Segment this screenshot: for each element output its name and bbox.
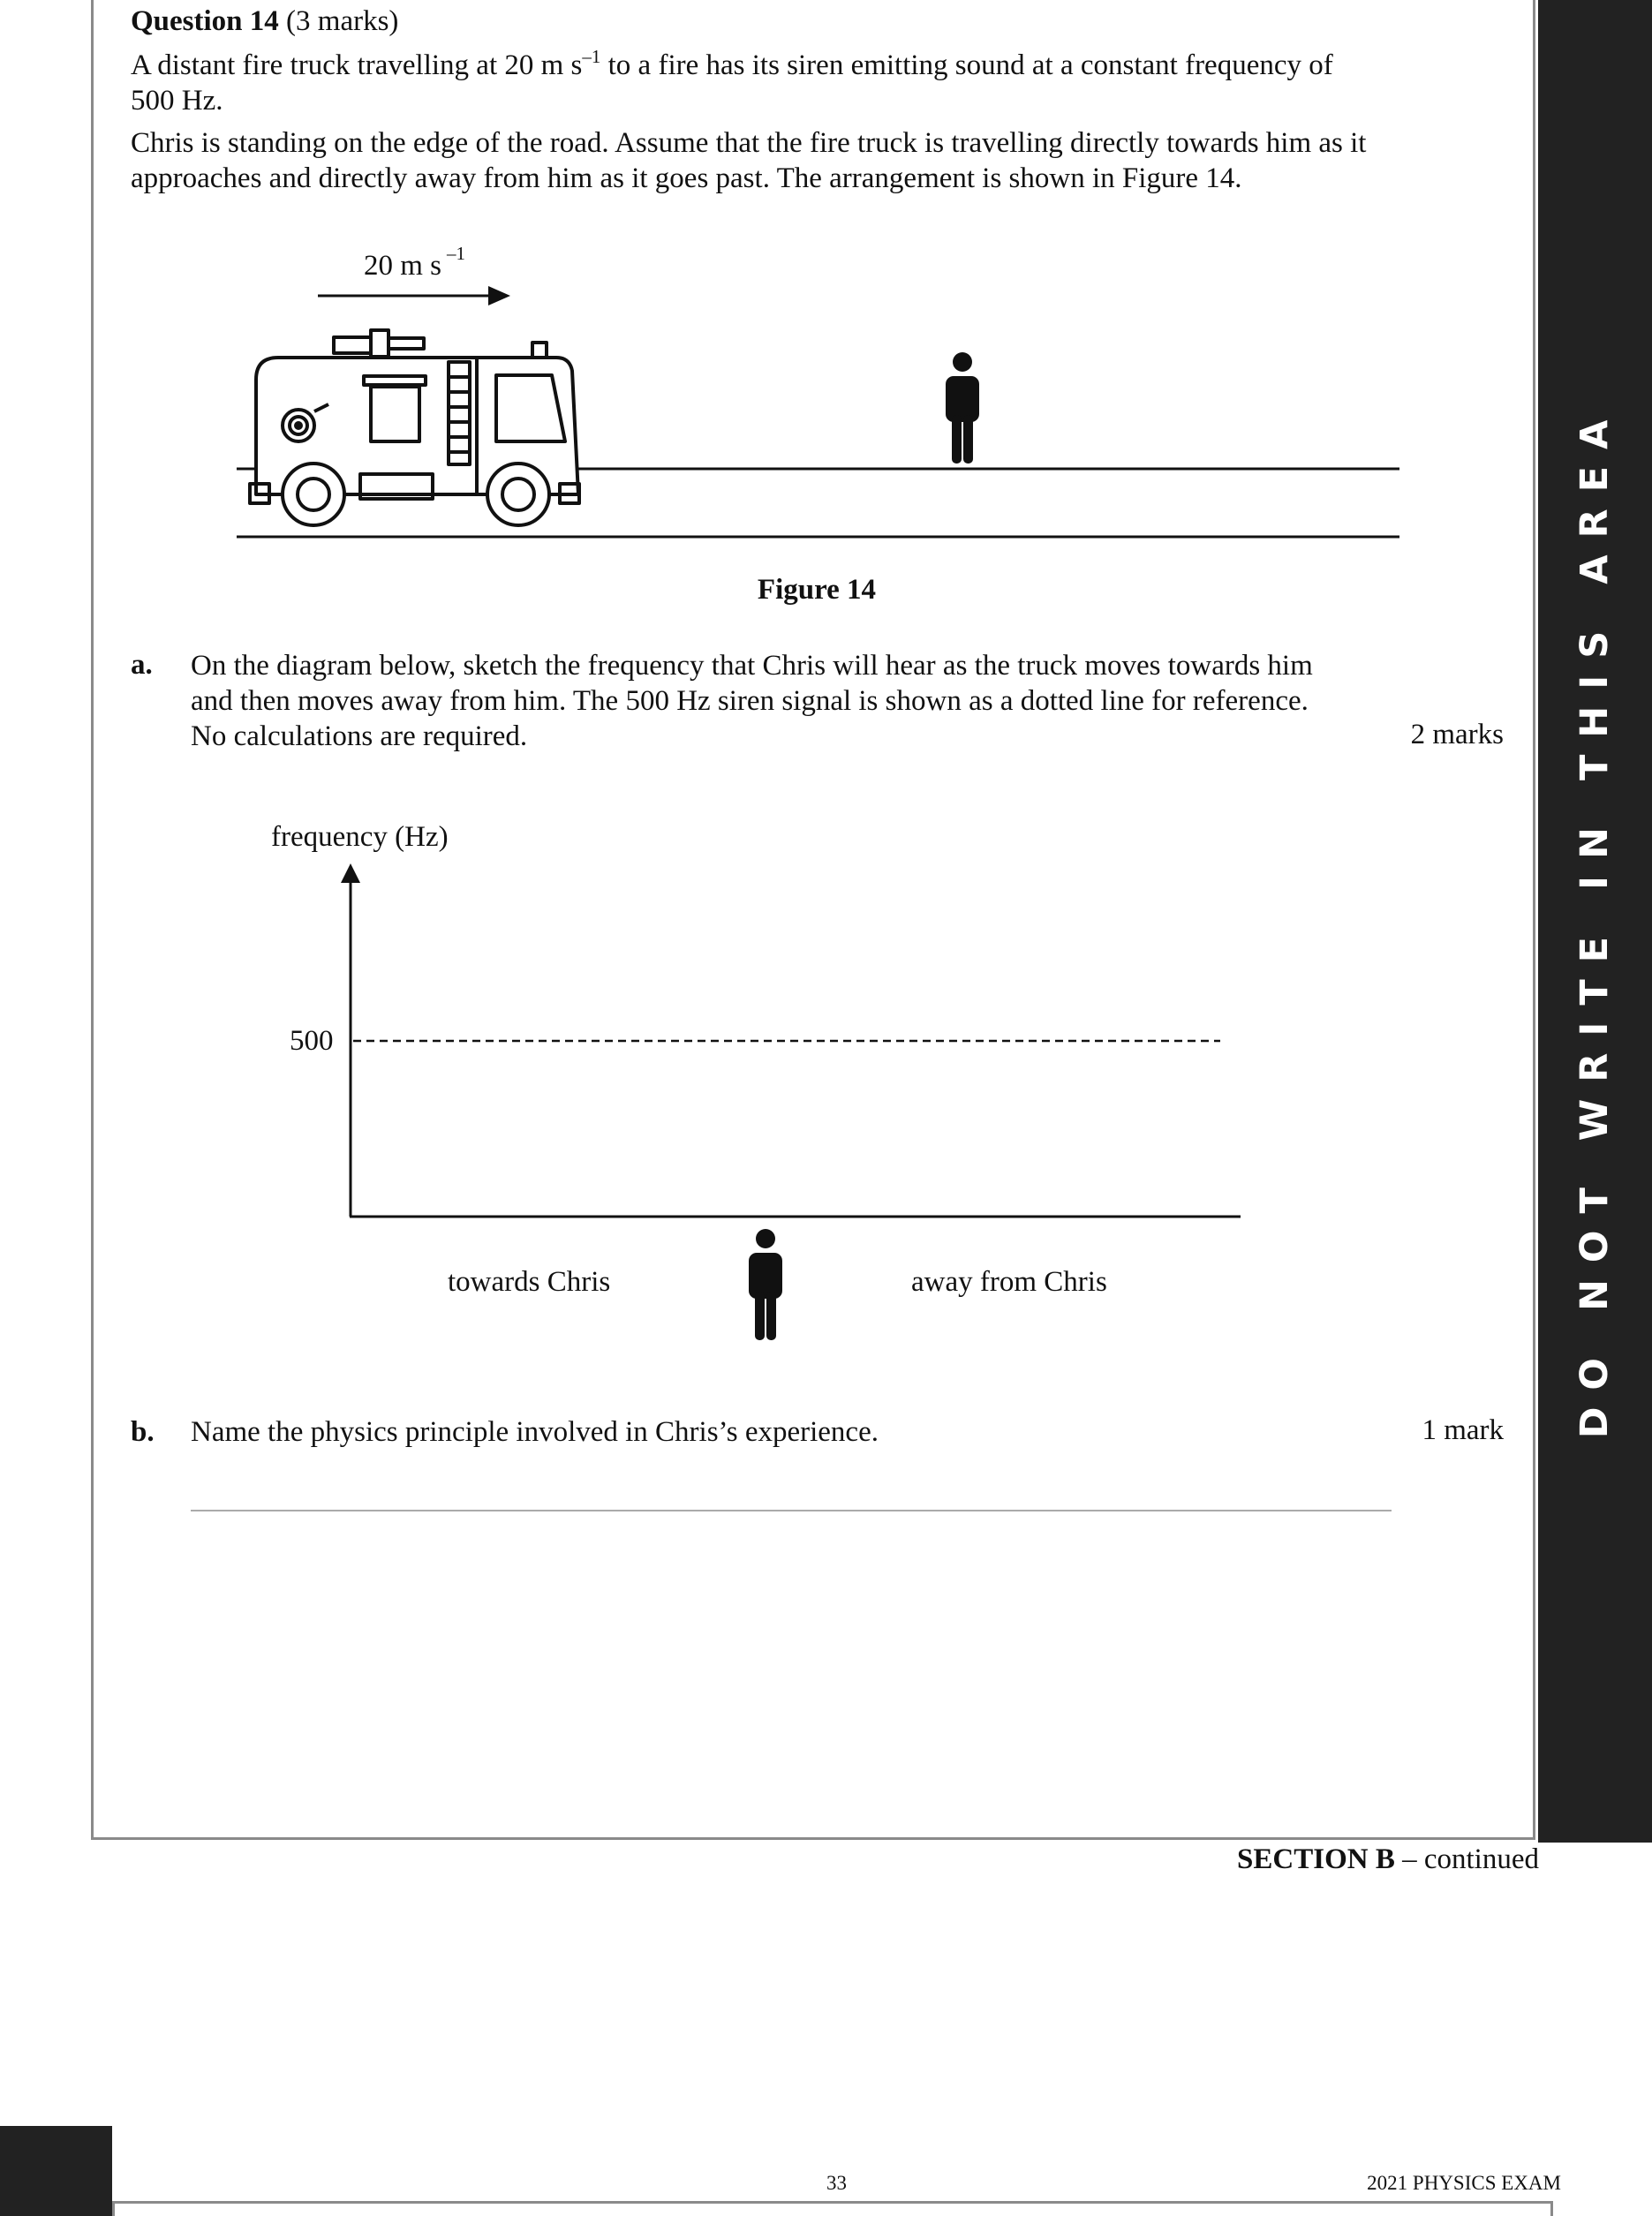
reference-value-label: 500 [290, 1025, 334, 1057]
away-label: away from Chris [911, 1266, 1107, 1298]
section-continued [1237, 1843, 1539, 1876]
part-a-line-3: No calculations are required. [191, 720, 528, 752]
frequency-graph [341, 863, 1241, 1217]
setup-text-2: approaches and directly away from him as it goes past. The arrangement is shown in Figure 14. [131, 162, 1242, 194]
person-icon [946, 352, 979, 464]
part-b-question: Name the physics principle involved in Chris’s experience. [191, 1416, 879, 1448]
part-a-line-2: and then moves away from him. The 500 Hz siren signal is shown as a dotted line for reference. [191, 685, 1309, 717]
velocity-arrow [318, 286, 510, 305]
figure-caption: Figure 14 [757, 574, 877, 606]
speed-exponent: –1 [447, 243, 465, 264]
continued-text: – continued [1394, 1843, 1539, 1875]
setup-text-1: Chris is standing on the edge of the road. Assume that the fire truck is travelling directly towards him as it [131, 127, 1367, 159]
question-number: Question 14 [131, 5, 279, 37]
part-b-marks: 1 mark [1422, 1414, 1504, 1446]
intro-text-1: A distant fire truck travelling at 20 m s [131, 49, 583, 81]
exam-name: 2021 PHYSICS EXAM [1367, 2172, 1561, 2194]
y-axis-label: frequency (Hz) [271, 821, 449, 853]
part-b-answer-line[interactable] [191, 1510, 1392, 1511]
part-b-label: b. [131, 1416, 155, 1448]
part-a-marks: 2 marks [1410, 719, 1504, 750]
intro-unit-exponent: –1 [582, 46, 601, 67]
part-a-line-1: On the diagram below, sketch the frequency that Chris will hear as the truck moves towards him [191, 650, 1313, 682]
bottom-frame [112, 2201, 1553, 2216]
part-a-label: a. [131, 649, 153, 681]
intro-text-2: to a fire has its siren emitting sound at a constant frequency of [600, 49, 1333, 81]
do-not-write-banner: DO NOT WRITE IN THIS AREA [1573, 403, 1617, 1439]
page-number: 33 [826, 2172, 847, 2194]
section-name: SECTION B [1237, 1843, 1395, 1875]
intro-text-3: 500 Hz. [131, 85, 223, 117]
corner-block [0, 2126, 112, 2216]
person-marker-icon [749, 1229, 782, 1340]
fire-truck-icon [250, 330, 579, 525]
question-marks: (3 marks) [286, 5, 399, 37]
towards-label: towards Chris [448, 1266, 611, 1298]
part-a-question [191, 648, 1313, 754]
speed-label: 20 m s [364, 250, 442, 282]
y-axis-arrowhead [341, 863, 360, 883]
